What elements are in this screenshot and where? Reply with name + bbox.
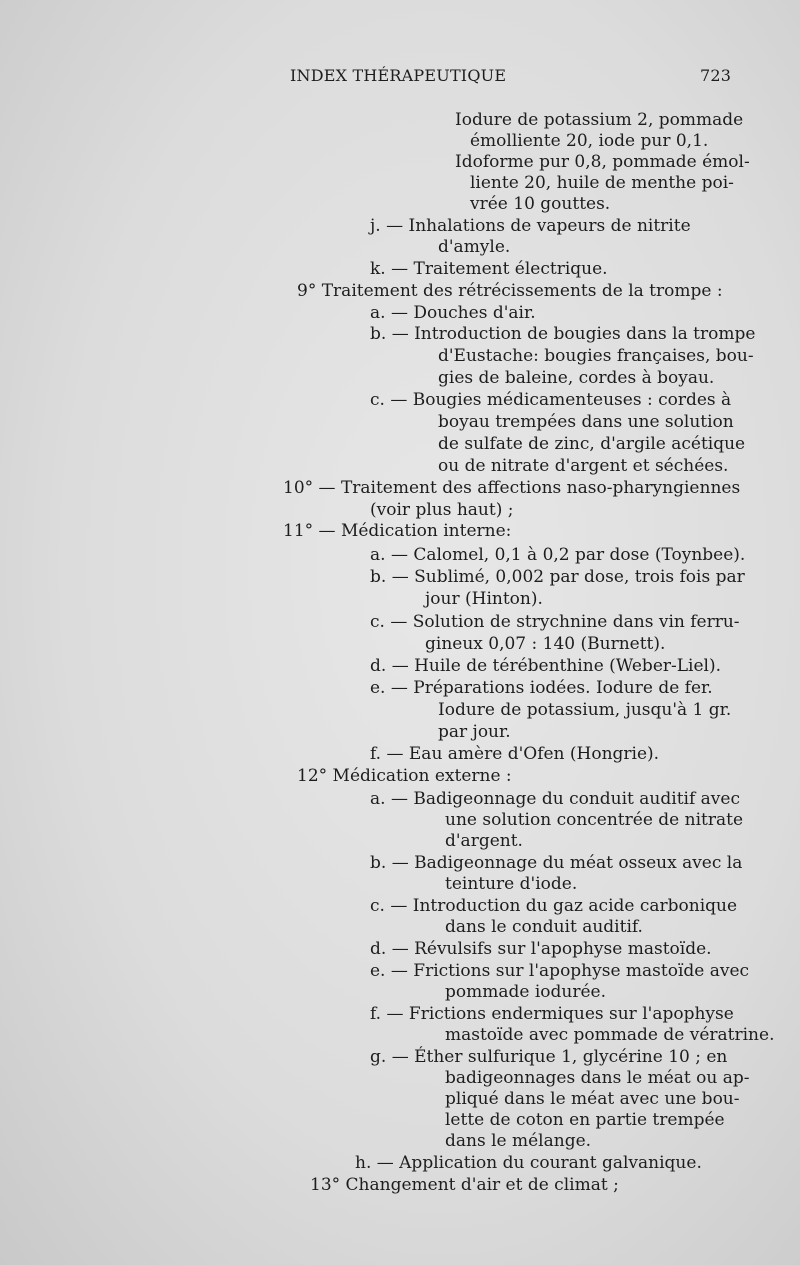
text-line: pommade iodurée.: [445, 982, 606, 1002]
text-line: d'Eustache: bougies françaises, bou-: [438, 346, 754, 366]
text-line: badigeonnages dans le méat ou ap-: [445, 1068, 750, 1088]
text-line: gies de baleine, cordes à boyau.: [438, 368, 715, 388]
text-line: une solution concentrée de nitrate: [445, 810, 743, 830]
text-line: liente 20, huile de menthe poi-: [470, 173, 734, 193]
section-heading: 10° — Traitement des affections naso-pharyngiennes: [283, 478, 741, 498]
text-line: Iodure de potassium 2, pommade: [455, 110, 744, 130]
text-line: dans le conduit auditif.: [445, 917, 643, 937]
text-line: Iodure de potassium, jusqu'à 1 gr.: [438, 700, 732, 720]
text-line: f. — Eau amère d'Ofen (Hongrie).: [370, 744, 660, 764]
text-line: pliqué dans le méat avec une bou-: [445, 1089, 740, 1109]
text-line: teinture d'iode.: [445, 874, 578, 894]
text-line: boyau trempées dans une solution: [438, 412, 734, 432]
running-header-title: INDEX THÉRAPEUTIQUE: [290, 66, 507, 85]
text-line: a. — Douches d'air.: [370, 303, 536, 323]
text-line: jour (Hinton).: [425, 589, 543, 609]
text-line: c. — Solution de strychnine dans vin ferru-: [370, 612, 740, 632]
text-line: e. — Préparations iodées. Iodure de fer.: [370, 678, 713, 698]
text-line: b. — Sublimé, 0,002 par dose, trois fois par: [370, 567, 745, 587]
text-line: a. — Badigeonnage du conduit auditif avec: [370, 789, 740, 809]
text-line: par jour.: [438, 722, 511, 742]
text-line: de sulfate de zinc, d'argile acétique: [438, 434, 746, 454]
section-heading: 12° Médication externe :: [297, 766, 512, 786]
text-line: gineux 0,07 : 140 (Burnett).: [425, 634, 666, 654]
text-line: d'argent.: [445, 831, 523, 851]
text-line: c. — Introduction du gaz acide carbonique: [370, 896, 738, 916]
text-line: vrée 10 gouttes.: [470, 194, 611, 214]
text-line: d'amyle.: [438, 237, 511, 257]
section-heading: 9° Traitement des rétrécissements de la trompe :: [297, 281, 723, 301]
text-line: h. — Application du courant galvanique.: [355, 1153, 702, 1173]
text-line: Idoforme pur 0,8, pommade émol-: [455, 152, 750, 172]
page-number: 723: [700, 66, 732, 85]
text-line: e. — Frictions sur l'apophyse mastoïde avec: [370, 961, 750, 981]
text-line: g. — Éther sulfurique 1, glycérine 10 ; en: [370, 1047, 728, 1067]
text-line: mastoïde avec pommade de vératrine.: [445, 1025, 775, 1045]
text-line: c. — Bougies médicamenteuses : cordes à: [370, 390, 732, 410]
text-line: émolliente 20, iode pur 0,1.: [470, 131, 709, 151]
text-line: d. — Huile de térébenthine (Weber-Liel).: [370, 656, 722, 676]
text-line: dans le mélange.: [445, 1131, 592, 1151]
text-line: d. — Révulsifs sur l'apophyse mastoïde.: [370, 939, 712, 959]
text-line: j. — Inhalations de vapeurs de nitrite: [370, 216, 691, 236]
section-heading: 13° Changement d'air et de climat ;: [310, 1175, 619, 1195]
text-line: b. — Introduction de bougies dans la trompe: [370, 324, 756, 344]
text-line: a. — Calomel, 0,1 à 0,2 par dose (Toynbee).: [370, 545, 746, 565]
text-line: ou de nitrate d'argent et séchées.: [438, 456, 729, 476]
text-line: k. — Traitement électrique.: [370, 259, 608, 279]
section-heading: 11° — Médication interne:: [283, 521, 512, 541]
text-line: f. — Frictions endermiques sur l'apophyse: [370, 1004, 734, 1024]
text-line: b. — Badigeonnage du méat osseux avec la: [370, 853, 743, 873]
text-line: (voir plus haut) ;: [370, 500, 514, 520]
text-line: lette de coton en partie trempée: [445, 1110, 725, 1130]
